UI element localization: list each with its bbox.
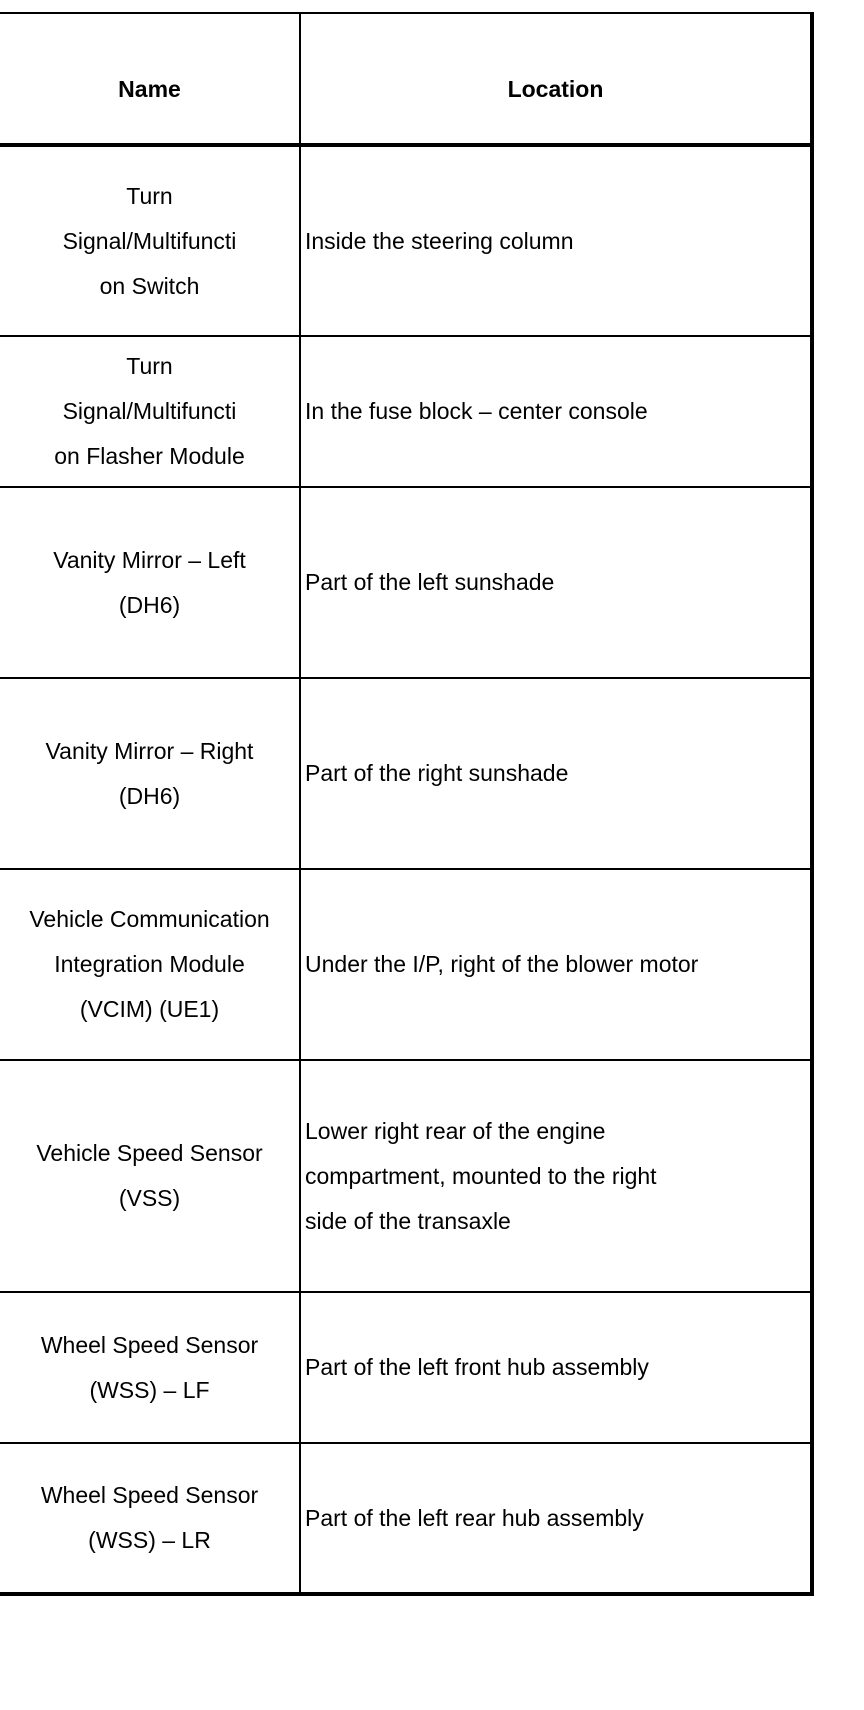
table-row <box>0 145 812 336</box>
component-location-table <box>0 12 814 1596</box>
row-location-cell: Part of the left front hub assembly <box>300 1292 812 1443</box>
row-name-cell: Vehicle Speed Sensor (VSS) <box>0 1060 300 1292</box>
row-name-cell: Vehicle Communication Integration Module (VCIM) (UE1) <box>0 869 300 1060</box>
row-name-cell: Turn Signal/Multifuncti on Switch <box>0 145 300 336</box>
row-location-cell: Part of the left rear hub assembly <box>300 1443 812 1594</box>
table-header-row <box>0 13 812 145</box>
row-location-cell: In the fuse block – center console <box>300 336 812 487</box>
row-location-cell: Under the I/P, right of the blower motor <box>300 869 812 1060</box>
row-location-cell: Part of the left sunshade <box>300 487 812 678</box>
table-row <box>0 1443 812 1594</box>
table-row <box>0 487 812 678</box>
column-header-name: Name <box>0 13 300 145</box>
table-row <box>0 336 812 487</box>
row-location-cell: Part of the right sunshade <box>300 678 812 869</box>
component-location-table-sheet <box>0 12 812 1701</box>
table-row <box>0 1292 812 1443</box>
row-name-cell: Turn Signal/Multifuncti on Flasher Module <box>0 336 300 487</box>
row-location-cell: Lower right rear of the engine compartment, mounted to the right side of the transaxle <box>300 1060 812 1292</box>
table-row <box>0 1060 812 1292</box>
row-name-cell: Wheel Speed Sensor (WSS) – LF <box>0 1292 300 1443</box>
table-row <box>0 869 812 1060</box>
row-name-cell: Vanity Mirror – Right (DH6) <box>0 678 300 869</box>
table-row <box>0 678 812 869</box>
column-header-location: Location <box>300 13 812 145</box>
row-name-cell: Vanity Mirror – Left (DH6) <box>0 487 300 678</box>
row-name-cell: Wheel Speed Sensor (WSS) – LR <box>0 1443 300 1594</box>
row-location-cell: Inside the steering column <box>300 145 812 336</box>
